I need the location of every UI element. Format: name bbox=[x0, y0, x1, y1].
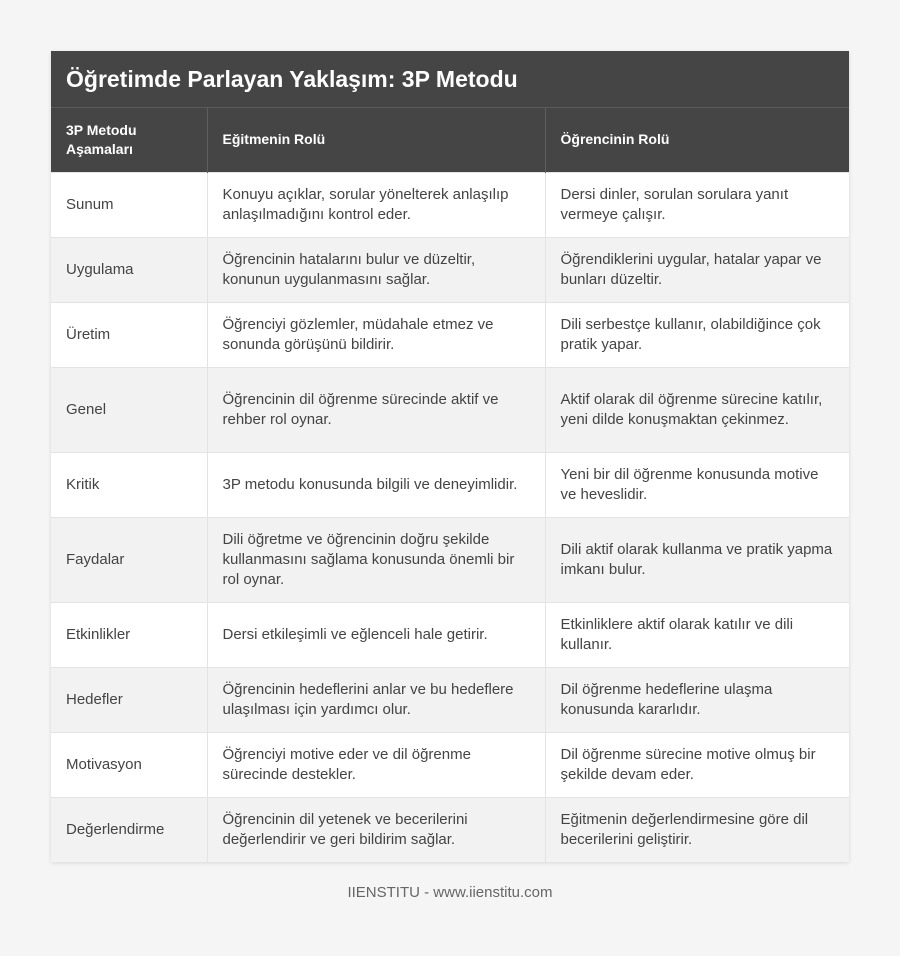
table-row bbox=[51, 302, 849, 367]
stage-cell: Uygulama bbox=[51, 237, 207, 302]
stage-cell: Değerlendirme bbox=[51, 797, 207, 862]
teacher-role-cell: Konuyu açıklar, sorular yönelterek anlaşılıp anlaşılmadığını kontrol eder. bbox=[207, 172, 545, 237]
table-row bbox=[51, 732, 849, 797]
method-table bbox=[51, 108, 849, 862]
teacher-role-cell: Öğrenciyi gözlemler, müdahale etmez ve sonunda görüşünü bildirir. bbox=[207, 302, 545, 367]
header-teacher-role: Eğitmenin Rolü bbox=[207, 108, 545, 172]
table-row bbox=[51, 172, 849, 237]
table-title: Öğretimde Parlayan Yaklaşım: 3P Metodu bbox=[51, 51, 849, 108]
teacher-role-cell: Öğrencinin hedeflerini anlar ve bu hedeflere ulaşılması için yardımcı olur. bbox=[207, 667, 545, 732]
header-student-role: Öğrencinin Rolü bbox=[545, 108, 849, 172]
stage-cell: Kritik bbox=[51, 452, 207, 517]
student-role-cell: Dili aktif olarak kullanma ve pratik yapma imkanı bulur. bbox=[545, 517, 849, 602]
student-role-cell: Aktif olarak dil öğrenme sürecine katılır, yeni dilde konuşmaktan çekinmez. bbox=[545, 367, 849, 452]
student-role-cell: Dersi dinler, sorulan sorulara yanıt vermeye çalışır. bbox=[545, 172, 849, 237]
table-row bbox=[51, 517, 849, 602]
table-row bbox=[51, 237, 849, 302]
stage-cell: Genel bbox=[51, 367, 207, 452]
student-role-cell: Öğrendiklerini uygular, hatalar yapar ve bunları düzeltir. bbox=[545, 237, 849, 302]
stage-cell: Motivasyon bbox=[51, 732, 207, 797]
student-role-cell: Eğitmenin değerlendirmesine göre dil becerilerini geliştirir. bbox=[545, 797, 849, 862]
teacher-role-cell: Öğrencinin hatalarını bulur ve düzeltir, konunun uygulanmasını sağlar. bbox=[207, 237, 545, 302]
teacher-role-cell: Dili öğretme ve öğrencinin doğru şekilde kullanmasını sağlama konusunda önemli bir rol oynar. bbox=[207, 517, 545, 602]
table-header-row bbox=[51, 108, 849, 172]
table-card bbox=[51, 51, 849, 862]
table-row bbox=[51, 367, 849, 452]
student-role-cell: Dil öğrenme sürecine motive olmuş bir şekilde devam eder. bbox=[545, 732, 849, 797]
stage-cell: Etkinlikler bbox=[51, 602, 207, 667]
teacher-role-cell: 3P metodu konusunda bilgili ve deneyimlidir. bbox=[207, 452, 545, 517]
table-row bbox=[51, 602, 849, 667]
stage-cell: Üretim bbox=[51, 302, 207, 367]
student-role-cell: Yeni bir dil öğrenme konusunda motive ve heveslidir. bbox=[545, 452, 849, 517]
stage-cell: Sunum bbox=[51, 172, 207, 237]
teacher-role-cell: Dersi etkileşimli ve eğlenceli hale getirir. bbox=[207, 602, 545, 667]
teacher-role-cell: Öğrenciyi motive eder ve dil öğrenme sürecinde destekler. bbox=[207, 732, 545, 797]
table-row bbox=[51, 667, 849, 732]
student-role-cell: Etkinliklere aktif olarak katılır ve dili kullanır. bbox=[545, 602, 849, 667]
teacher-role-cell: Öğrencinin dil öğrenme sürecinde aktif ve rehber rol oynar. bbox=[207, 367, 545, 452]
header-stage: 3P Metodu Aşamaları bbox=[51, 108, 207, 172]
student-role-cell: Dil öğrenme hedeflerine ulaşma konusunda kararlıdır. bbox=[545, 667, 849, 732]
student-role-cell: Dili serbestçe kullanır, olabildiğince çok pratik yapar. bbox=[545, 302, 849, 367]
table-row bbox=[51, 452, 849, 517]
footer-credit: IIENSTITU - www.iienstitu.com bbox=[347, 884, 553, 901]
teacher-role-cell: Öğrencinin dil yetenek ve becerilerini değerlendirir ve geri bildirim sağlar. bbox=[207, 797, 545, 862]
table-row bbox=[51, 797, 849, 862]
stage-cell: Faydalar bbox=[51, 517, 207, 602]
stage-cell: Hedefler bbox=[51, 667, 207, 732]
